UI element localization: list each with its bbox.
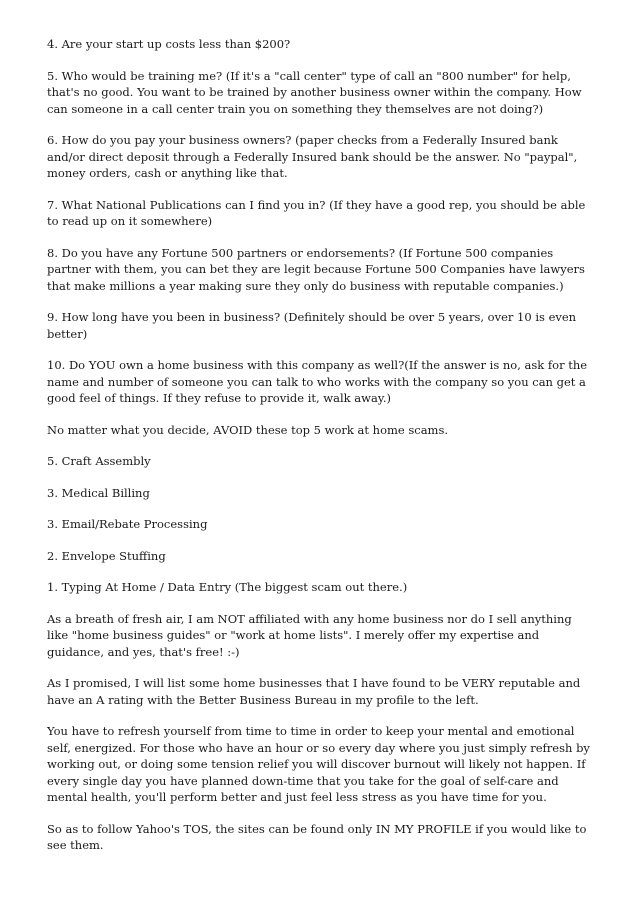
- scam-item-typing-data-entry: 1. Typing At Home / Data Entry (The biggest scam out there.): [47, 580, 408, 594]
- self-care-paragraph: You have to refresh yourself from time to time in order to keep your mental and emotional self, energized. For those who have an hour or so every day where you just simply refresh by working out, or doing some tension relief you will discover burnout will likely not happen. If every single day you have planned down-time that you take for the goal of self-care and mental health, you'll perform better and just feel less stress as you have time for you.: [47, 724, 590, 804]
- question-5: 5. Who would be training me? (If it's a "call center" type of call an "800 number" for help, that's no good. You want to be trained by another business owner within the company. How can someone in a call center train you on something they themselves are not doing?): [47, 68, 582, 116]
- profile-note: So as to follow Yahoo's TOS, the sites can be found only IN MY PROFILE if you would like to see them.: [47, 821, 587, 852]
- reputable-businesses-note: As I promised, I will list some home businesses that I have found to be VERY reputable and have an A rating with the Better Business Bureau in my profile to the left.: [47, 676, 581, 707]
- question-7: 7. What National Publications can I find you in? (If they have a good rep, you should be able to read up on it somewhere): [47, 197, 586, 228]
- question-6: 6. How do you pay your business owners? (paper checks from a Federally Insured bank and/or direct deposit through a Federally Insured bank should be the answer. No "paypal", money orders, cash or anything like that.: [47, 133, 578, 180]
- question-10: 10. Do YOU own a home business with this company as well?(If the answer is no, ask for the name and number of someone you can talk to who works with the company so you can get a good feel of things. If they refuse to provide it, walk away.): [47, 358, 588, 405]
- question-4: 4. Are your start up costs less than $200?: [47, 37, 291, 51]
- document-page: [47, 36, 595, 869]
- affiliation-disclaimer: As a breath of fresh air, I am NOT affiliated with any home business nor do I sell anything like "home business guides" or "work at home lists". I merely offer my expertise and guidance, and yes, that's free! :-): [47, 611, 572, 659]
- scam-item-envelope-stuffing: 2. Envelope Stuffing: [47, 548, 166, 563]
- scam-item-craft-assembly: 5. Craft Assembly: [47, 454, 151, 468]
- scam-item-medical-billing: 3. Medical Billing: [47, 485, 150, 500]
- scams-intro: No matter what you decide, AVOID these top 5 work at home scams.: [47, 422, 449, 437]
- scam-item-email-rebate: 3. Email/Rebate Processing: [47, 517, 208, 531]
- question-8: 8. Do you have any Fortune 500 partners or endorsements? (If Fortune 500 companies partner with them, you can bet they are legit because Fortune 500 Companies have lawyers that make millions a year making sure they only do business with reputable companies.): [47, 245, 585, 293]
- question-9: 9. How long have you been in business? (Definitely should be over 5 years, over 10 is even better): [47, 310, 577, 341]
